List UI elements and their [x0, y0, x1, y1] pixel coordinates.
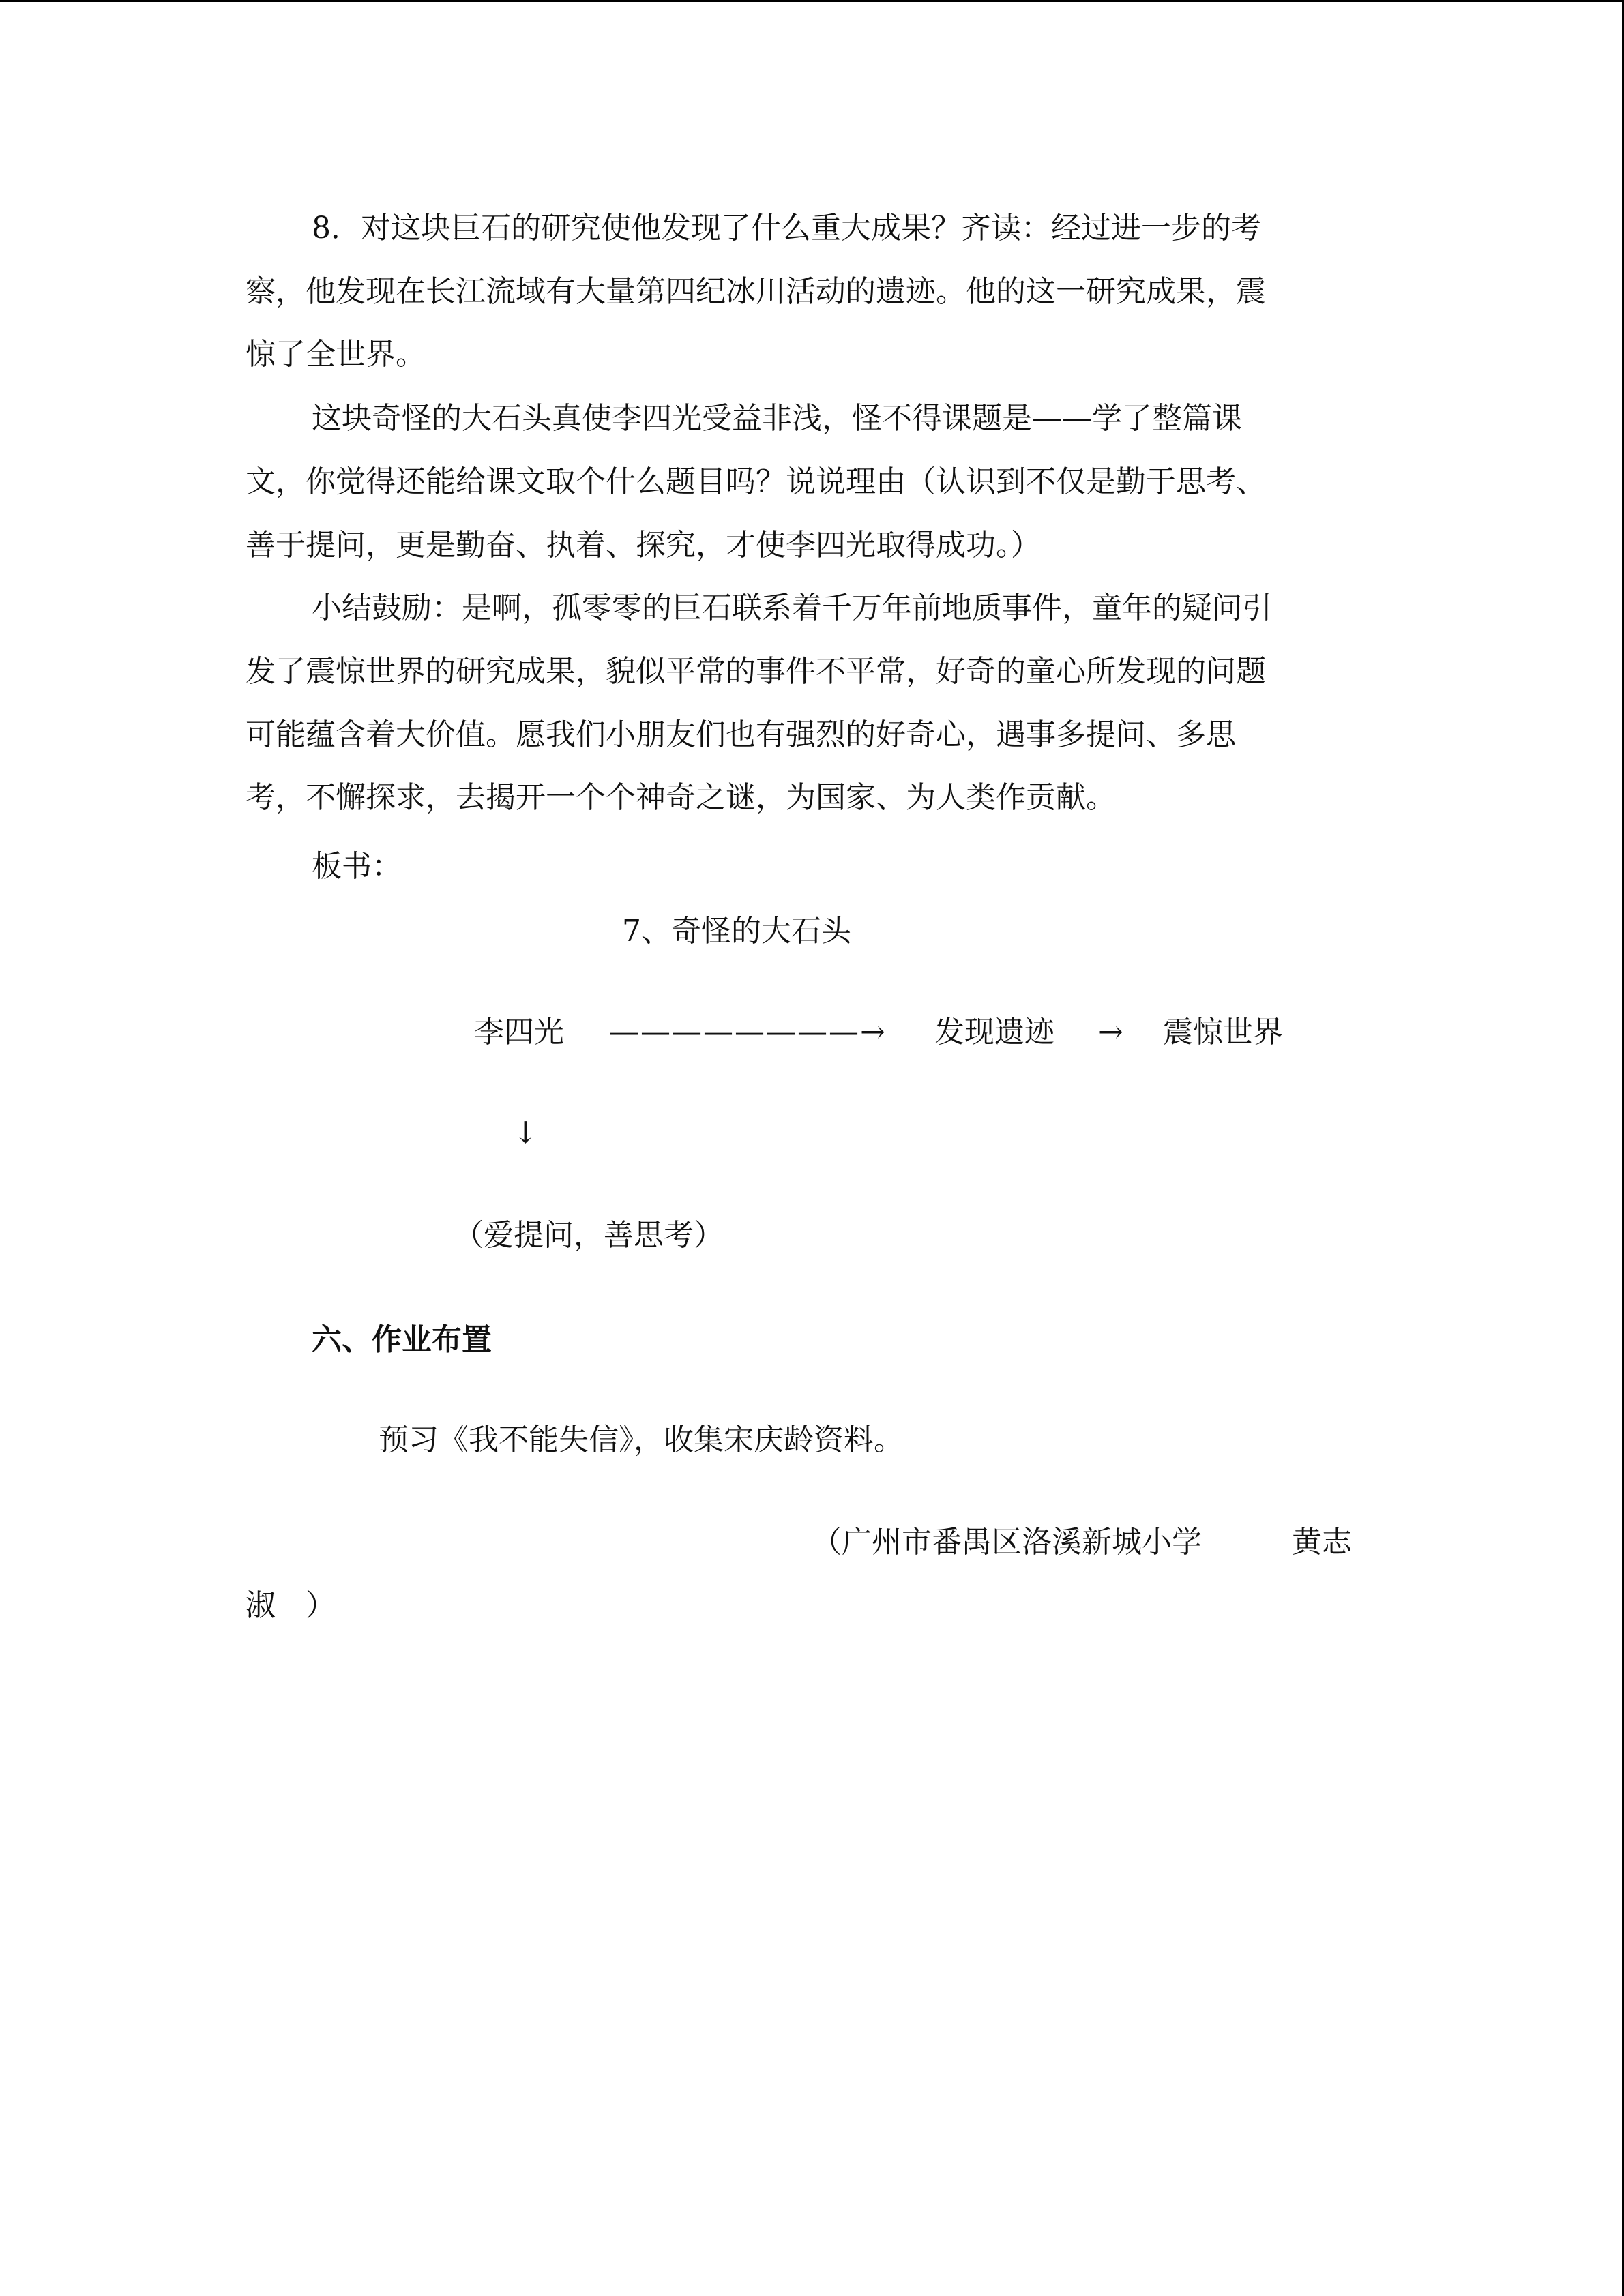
board-label: 板书：: [312, 849, 402, 884]
paragraph-3-line-4: 考，不懈探求，去揭开一个个神奇之谜，为国家、为人类作贡献。: [246, 780, 1116, 815]
paragraph-3-line-3: 可能蕴含着大价值。愿我们小朋友们也有强烈的好奇心，遇事多提问、多思: [246, 717, 1236, 752]
paragraph-2-line-3: 善于提问，更是勤奋、执着、探究，才使李四光取得成功。）: [246, 528, 1041, 563]
paragraph-3-line-1: 小结鼓励：是啊，孤零零的巨石联系着千万年前地质事件，童年的疑问引: [312, 591, 1272, 625]
attribution-line-2: 淑 ）: [246, 1588, 336, 1623]
attribution-line-1: （广州市番禺区洛溪新城小学 黄志: [812, 1525, 1352, 1560]
paragraph-1-line-2: 察，他发现在长江流域有大量第四纪冰川活动的遗迹。他的这一研究成果，震: [246, 274, 1266, 309]
homework-heading: 六、作业布置: [312, 1322, 492, 1357]
board-down-arrow: ↓: [513, 1116, 538, 1150]
board-title: 7、奇怪的大石头: [622, 914, 851, 949]
homework-text: 预习《我不能失信》，收集宋庆龄资料。: [379, 1422, 904, 1457]
page-border-top: [0, 0, 1624, 2]
paragraph-3-line-2: 发了震惊世界的研究成果，貌似平常的事件不平常，好奇的童心所发现的问题: [246, 654, 1266, 689]
paragraph-1-line-1: 8．对这块巨石的研究使他发现了什么重大成果？齐读：经过进一步的考: [312, 211, 1261, 245]
board-discovery: 发现遗迹: [934, 1015, 1054, 1049]
paragraph-1-line-3: 惊了全世界。: [246, 337, 426, 372]
board-arrow: →: [1098, 1015, 1123, 1049]
paragraph-2-line-2: 文，你觉得还能给课文取个什么题目吗？说说理由（认识到不仅是勤于思考、: [246, 464, 1266, 499]
board-person: 李四光: [474, 1015, 564, 1049]
board-result: 震惊世界: [1163, 1015, 1283, 1049]
board-dashed-arrow: ————————→: [609, 1015, 887, 1049]
paragraph-2-line-1: 这块奇怪的大石头真使李四光受益非浅，怪不得课题是——学了整篇课: [312, 401, 1242, 436]
board-traits: （爱提问，善思考）: [454, 1218, 724, 1253]
